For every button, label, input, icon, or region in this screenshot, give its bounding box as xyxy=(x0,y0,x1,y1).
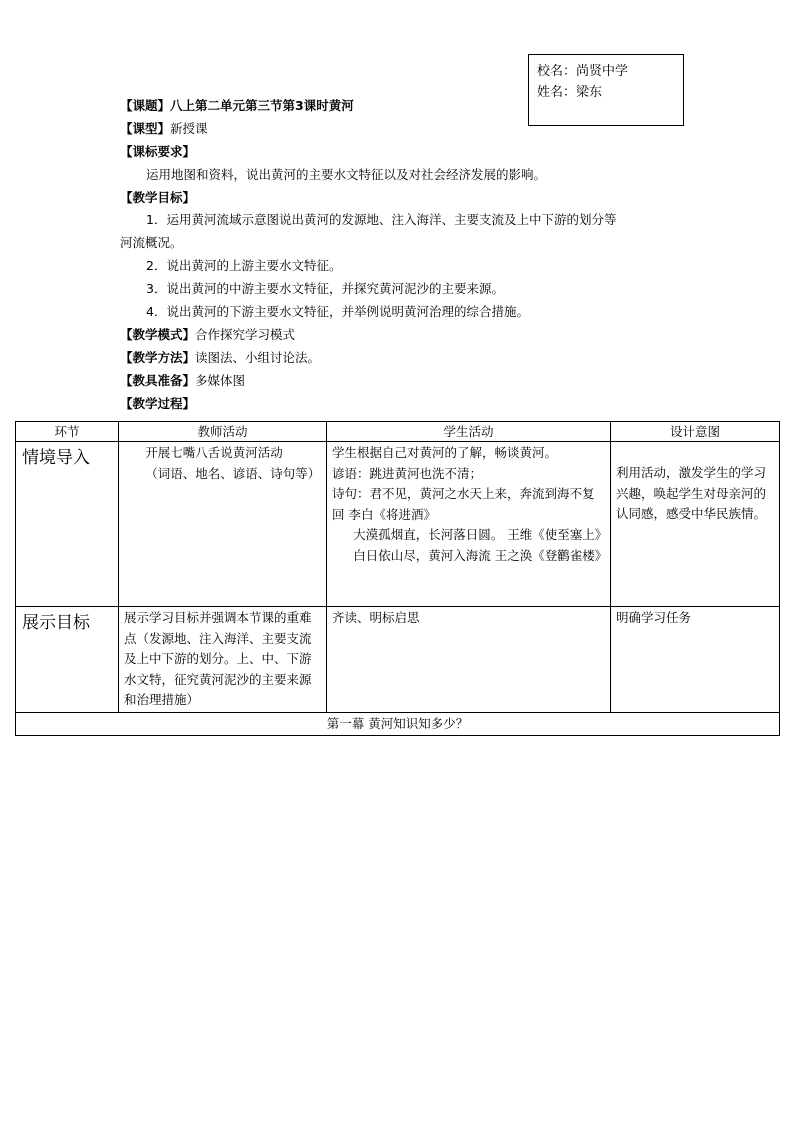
student-text: 谚语：跳进黄河也洗不清； xyxy=(332,465,483,481)
student-text: 大漠孤烟直，长河落日圆。 王维《使至塞上》 xyxy=(353,527,608,542)
student-cell xyxy=(327,442,611,607)
header-student: 学生活动 xyxy=(327,422,611,442)
lesson-process-table xyxy=(15,421,780,736)
stage-cell: 情境导入 xyxy=(16,442,119,607)
tools-value: 多媒体图 xyxy=(195,372,246,388)
teacher-text: 开展七嘴八舌说黄河活动 xyxy=(145,445,283,460)
table-row xyxy=(16,442,780,607)
type-line xyxy=(120,118,720,141)
intent-cell xyxy=(611,442,780,607)
process-line xyxy=(120,393,720,416)
intent-cell xyxy=(611,607,780,713)
topic-tag: 【课题】 xyxy=(120,98,171,113)
teacher-text: （词语、地名、谚语、诗句等） xyxy=(145,465,321,481)
mode-line xyxy=(120,324,720,347)
standard-text: 运用地图和资料，说出黄河的主要水文特征以及对社会经济发展的影响。 xyxy=(146,166,547,182)
table-row xyxy=(16,712,780,736)
tools-tag: 【教具准备】 xyxy=(120,372,196,388)
goal-4: 4．说出黄河的下游主要水文特征，并举例说明黄河治理的综合措施。 xyxy=(146,304,529,320)
table-row xyxy=(16,607,780,713)
lesson-header xyxy=(120,95,720,415)
teacher-cell xyxy=(119,607,327,713)
header-stage: 环节 xyxy=(16,422,119,442)
standard-tag: 【课标要求】 xyxy=(120,143,196,159)
topic-line xyxy=(120,95,720,118)
standard-tag-line xyxy=(120,141,720,164)
goals-tag-line xyxy=(120,187,720,210)
intent-text: 利用活动，激发学生的学习兴趣，唤起学生对母亲河的认同感，感受中华民族情。 xyxy=(616,465,767,521)
goal-1-line-2: 河流概况。 xyxy=(120,235,183,251)
school-name: 校名：尚贤中学 xyxy=(537,64,629,79)
process-tag: 【教学过程】 xyxy=(120,395,196,411)
header-intent: 设计意图 xyxy=(611,422,780,442)
header-teacher: 教师活动 xyxy=(119,422,327,442)
mode-tag: 【教学模式】 xyxy=(120,326,196,342)
goals-tag: 【教学目标】 xyxy=(120,189,196,205)
teacher-cell xyxy=(119,442,327,607)
goal-2: 2．说出黄河的上游主要水文特征。 xyxy=(146,258,342,274)
method-tag: 【教学方法】 xyxy=(120,349,196,365)
goal-3: 3．说出黄河的中游主要水文特征，并探究黄河泥沙的主要来源。 xyxy=(146,281,504,297)
student-text: 诗句：君不见，黄河之水天上来，奔流到海不复回 李白《将进酒》 xyxy=(332,486,595,522)
mode-value: 合作探究学习模式 xyxy=(195,326,296,342)
type-tag: 【课型】 xyxy=(120,120,171,136)
act-title: 第一幕 黄河知识知多少？ xyxy=(16,712,780,736)
topic-value: 八上第二单元第三节第3课时黄河 xyxy=(170,98,354,113)
teacher-name: 姓名：梁东 xyxy=(537,85,603,100)
table-header-row xyxy=(16,422,780,442)
goal-1-line-1: 1．运用黄河流域示意图说出黄河的发源地、注入海洋、主要支流及上中下游的划分等 xyxy=(146,212,617,228)
student-text: 齐读、明标启思 xyxy=(332,610,420,625)
method-line xyxy=(120,347,720,370)
student-text: 学生根据自己对黄河的了解，畅谈黄河。 xyxy=(332,445,558,460)
teacher-text: 展示学习目标并强调本节课的重难点（发源地、注入海洋、主要支流及上中下游的划分。上、中、下游水文特，征究黄河泥沙的主要来源和治理措施） xyxy=(124,610,312,707)
tools-line xyxy=(120,370,720,393)
method-value: 读图法、小组讨论法。 xyxy=(195,349,321,365)
type-value: 新授课 xyxy=(170,120,208,136)
intent-text: 明确学习任务 xyxy=(616,610,692,625)
student-text: 白日依山尽，黄河入海流 王之涣《登鹳雀楼》 xyxy=(353,547,608,563)
stage-cell: 展示目标 xyxy=(16,607,119,713)
student-cell xyxy=(327,607,611,713)
